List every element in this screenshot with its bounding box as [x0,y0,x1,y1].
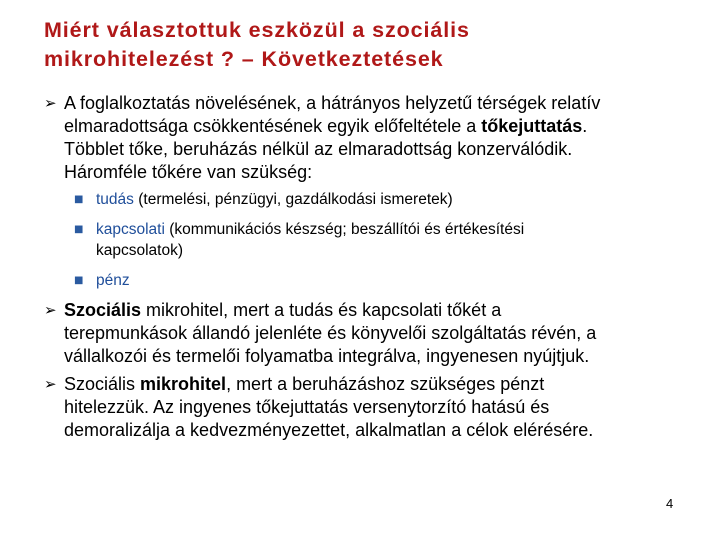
bullet-text-line [64,115,704,138]
bullet-szocialis [44,299,704,368]
emphasis-tokejuttatas: tőkejuttatás [481,116,583,136]
bullet-text-line [64,373,704,396]
bullet-text-line: demoralizálja a kedvezményezettet, alkalmatlan a célok elérésére. [64,420,594,440]
arrow-bullet-icon: ➢ [44,301,57,319]
sub-bullet-tudas [44,189,704,210]
keyword-penz: pénz [96,272,130,289]
bullet-text-segment: Szociális [64,374,141,394]
sub-bullet-text-line: kapcsolatok) [96,242,184,259]
sub-bullet-kapcsolati [44,219,704,261]
slide-title [44,16,704,74]
sub-bullet-text-line [96,189,704,210]
bullet-text-segment: mikrohitel, mert a tudás és kapcsolati tőkét a [141,300,502,320]
sub-bullet-text-line [96,219,704,240]
page-number: 4 [666,496,674,511]
square-bullet-icon: ■ [74,224,84,235]
bullet-text-line [64,299,704,322]
keyword-kapcsolati: kapcsolati [96,221,165,238]
keyword-tudas: tudás [96,191,134,208]
square-bullet-icon: ■ [74,194,84,205]
bullet-text-line: terepmunkások állandó jelenléte és könyvelői szolgáltatás révén, a [64,323,597,343]
slide-title-line-1: Miért választottuk eszközül a szociális [44,18,470,42]
bullet-text-segment: elmaradottsága csökkentésének egyik előfeltétele a [64,116,482,136]
sub-bullet-penz [44,270,704,291]
slide-body [44,92,704,442]
arrow-bullet-icon: ➢ [44,94,57,112]
bullet-mikrohitel [44,373,704,442]
bullet-text-line: Háromféle tőkére van szükség: [64,162,313,182]
square-bullet-icon: ■ [74,275,84,286]
emphasis-mikrohitel: mikrohitel [140,374,227,394]
sub-bullet-text-segment: (termelési, pénzügyi, gazdálkodási ismeretek) [133,191,453,208]
sub-bullet-text-segment: (kommunikációs készség; beszállítói és értékesítési [164,221,525,238]
bullet-text-line: hitelezzük. Az ingyenes tőkejuttatás versenytorzító hatású és [64,397,550,417]
arrow-bullet-icon: ➢ [44,375,57,393]
bullet-foglalkoztatas [44,92,704,184]
bullet-text-line: A foglalkoztatás növelésének, a hátrányos helyzetű térségek relatív [64,93,601,113]
bullet-text-segment: . [582,116,588,136]
bullet-text-line: Többlet tőke, beruházás nélkül az elmaradottság konzerválódik. [64,139,573,159]
slide-title-line-2: mikrohitelezést ? – Következtetések [44,47,444,71]
bullet-text-segment: , mert a beruházáshoz szükséges pénzt [226,374,545,394]
bullet-text-line: vállalkozói és termelői folyamatba integrálva, ingyenesen nyújtjuk. [64,346,590,366]
emphasis-szocialis: Szociális [64,300,142,320]
